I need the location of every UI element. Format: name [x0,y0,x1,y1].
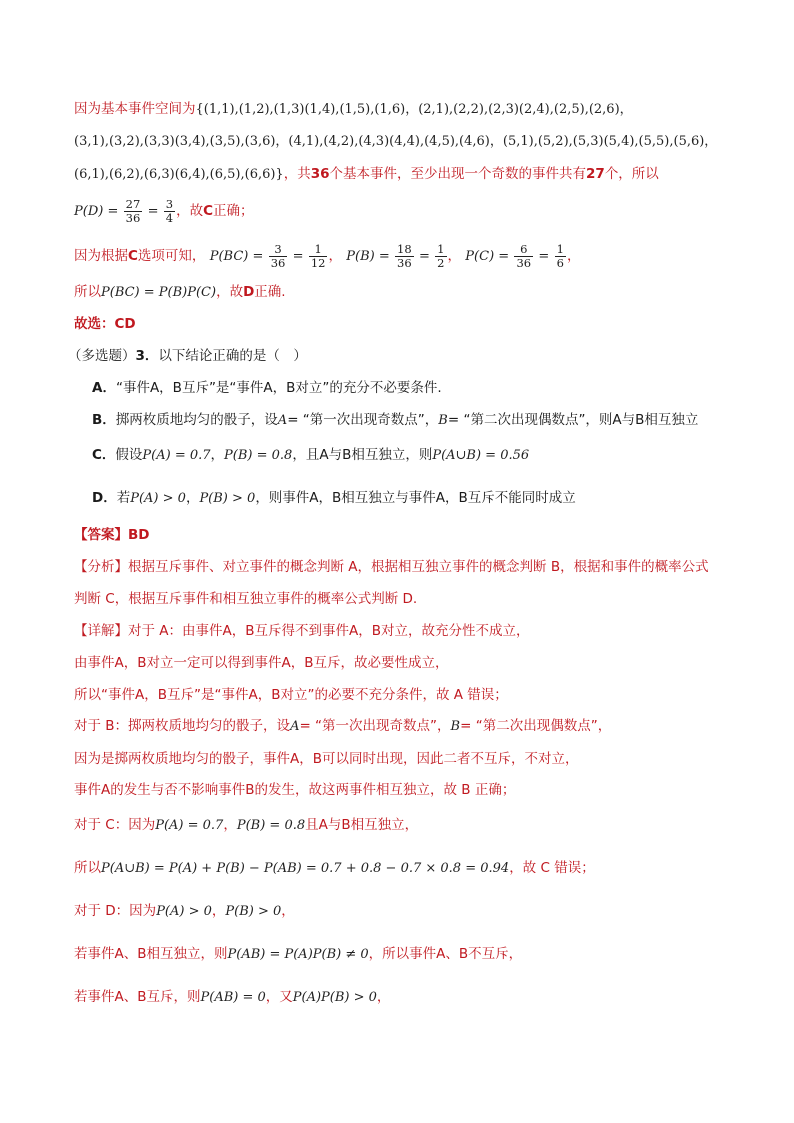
detail-line-10 [74,945,522,964]
option-label: A． [92,380,116,396]
text: 个基本事件，至少出现一个奇数的事件共有 [329,166,587,182]
math: P(A)P(B) > 0 [292,990,377,1005]
text: “事件A，B互斥”是“事件A，B对立”的充分不必要条件. [115,380,442,396]
line-sample-space-3 [74,165,659,184]
math: {(1,1),(1,2),(1,3)(1,4),(1,5),(1,6)，(2,1),(2,2),(2,3)(2,4),(2,5),(2,6)， [195,102,633,117]
text: ，又 [265,989,293,1005]
text: ， [223,817,237,833]
math: (6,1),(6,2),(6,3)(6,4),(6,5),(6,6)} [74,167,284,182]
text: = “第一次出现奇数点”， [287,412,439,428]
text: ， [185,490,200,506]
fraction: $\frac{6}{36}$ [516,241,532,270]
fraction: $\frac{1}{2}$ [437,241,445,270]
detail-line-2: 由事件A，B对立一定可以得到事件A，B互斥，故必要性成立， [74,655,449,671]
text: 若事件A、B互斥，则 [74,989,201,1005]
text: ，且A与B相互独立，则 [292,447,433,463]
analysis-line-2: 判断 C，根据互斥事件和相互独立事件的概率公式判断 D. [74,591,418,607]
line-sample-space-1 [74,100,633,119]
number: 36 [310,166,330,182]
text: 因为基本事件空间为 [74,101,196,117]
option-a [92,379,442,397]
text: ， [566,248,581,264]
question-stem [68,347,307,365]
line-independence [74,283,286,302]
fraction: $\frac{3}{4}$ [165,196,174,225]
math: P(B) > 0 [225,904,282,919]
text: 所以 [74,860,101,876]
text: = “第一次出现奇数点”， [299,718,451,734]
math: A [290,719,300,734]
line-pbc [74,241,580,272]
text: 正确. [254,284,286,300]
math: P(B) > 0 [199,491,256,506]
text: ， [211,903,226,919]
text: ， [447,248,461,264]
math: P(B) = [346,249,390,264]
line-pd [74,196,254,227]
text: 所以 [74,284,101,300]
text: ，则事件A，B相互独立与事件A，B互斥不能同时成立 [255,490,576,506]
option-b [92,411,698,430]
detail-line-3: 所以“事件A，B互斥”是“事件A，B对立”的必要不充分条件，故 A 错误； [74,687,508,703]
option-c [92,446,529,465]
text: ，共 [283,166,311,182]
text: 假设 [115,447,143,463]
text: 以下结论正确的是（ ） [158,348,307,364]
math: P(BC) = P(B)P(C) [101,285,217,300]
text: 若事件A、B相互独立，则 [74,946,228,962]
math: (3,1),(3,2),(3,3)(3,4),(3,5),(3,6)，(4,1),(4,2),(4,3)(4,4),(4,5),(4,6)，(5,1),(5,2),(5,3)(5,4),(5,5),(5,6)， [74,134,718,149]
fraction: $\frac{27}{36}$ [125,196,141,225]
math: P(B) = 0.8 [224,448,293,463]
option-label: D． [92,490,117,506]
math: P(C) = [465,249,510,264]
answer-choice: 故选：CD [74,316,136,332]
text: = “第二次出现偶数点”，则A与B相互独立 [447,412,699,428]
detail-line-1: 【详解】对于 A：由事件A，B互斥得不到事件A，B对立，故充分性不成立， [74,623,530,639]
fraction: $\frac{3}{36}$ [270,241,286,270]
math: P(A∪B) = P(A) + P(B) − P(AB) = 0.7 + 0.8 − 0.7 × 0.8 = 0.94 [101,861,510,876]
math: P(BC) = [209,249,264,264]
text: 对于 B：掷两枚质地均匀的骰子，设 [74,718,291,734]
math: P(A) = 0.7 [155,818,224,833]
text: 掷两枚质地均匀的骰子，设 [115,412,278,428]
math: B [438,413,448,428]
text: = “第二次出现偶数点”， [460,718,612,734]
math: = [418,249,430,264]
fraction: $\frac{1}{12}$ [310,241,326,270]
math: P(AB) = P(A)P(B) ≠ 0 [227,947,369,962]
math: A [277,413,288,428]
text: ，故 [216,284,244,300]
label: C [128,248,138,264]
text: 且A与B相互独立， [305,817,419,833]
text: ，故 [176,203,204,219]
math: P(A) = 0.7 [142,448,211,463]
math: P(D) = [74,204,119,219]
fraction: $\frac{1}{6}$ [556,241,564,270]
option-d [92,489,576,508]
math: = [538,249,550,264]
math: = [292,249,304,264]
option-label: C． [92,447,116,463]
text: ， [328,248,342,264]
text: 因为根据 [74,248,128,264]
detail-line-11 [74,988,390,1007]
label: D [243,284,255,300]
option-label: B． [92,412,116,428]
text: （多选题） [68,348,136,364]
detail-line-5: 因为是掷两枚质地均匀的骰子，事件A，B可以同时出现，因此二者不互斥，不对立， [74,751,579,767]
math: P(B) = 0.8 [236,818,306,833]
text: 选项可知， [137,248,206,264]
question-number: 3． [135,348,159,364]
detail-line-7 [74,816,418,835]
detail-line-4 [74,717,611,736]
text: 若 [116,490,131,506]
fraction: $\frac{18}{36}$ [397,241,412,270]
text: 对于 D：因为 [74,903,157,919]
math: P(A) > 0 [156,904,212,919]
line-sample-space-2 [74,132,717,151]
text: ， [210,447,225,463]
analysis-line-1: 【分析】根据互斥事件、对立事件的概念判断 A，根据相互独立事件的概念判断 B，根据和事件的概率公式 [74,559,709,575]
math: P(A∪B) = 0.56 [432,448,530,463]
text: ， [281,903,295,919]
text: 个，所以 [604,166,659,182]
math: = [147,204,159,219]
text: ，所以事件A、B不互斥， [368,946,523,962]
label: C [203,203,214,219]
text: 正确； [213,203,254,219]
math: B [450,719,461,734]
text: ， [376,989,391,1005]
math: P(A) > 0 [130,491,186,506]
detail-line-9 [74,902,295,921]
number: 27 [586,166,605,182]
math: P(AB) = 0 [200,990,266,1005]
text: 对于 C：因为 [74,817,156,833]
detail-line-6: 事件A的发生与否不影响事件B的发生，故这两事件相互独立，故 B 正确； [74,782,516,798]
answer-heading: 【答案】BD [74,527,150,543]
detail-line-8 [74,859,595,878]
text: ，故 C 错误； [509,860,595,876]
